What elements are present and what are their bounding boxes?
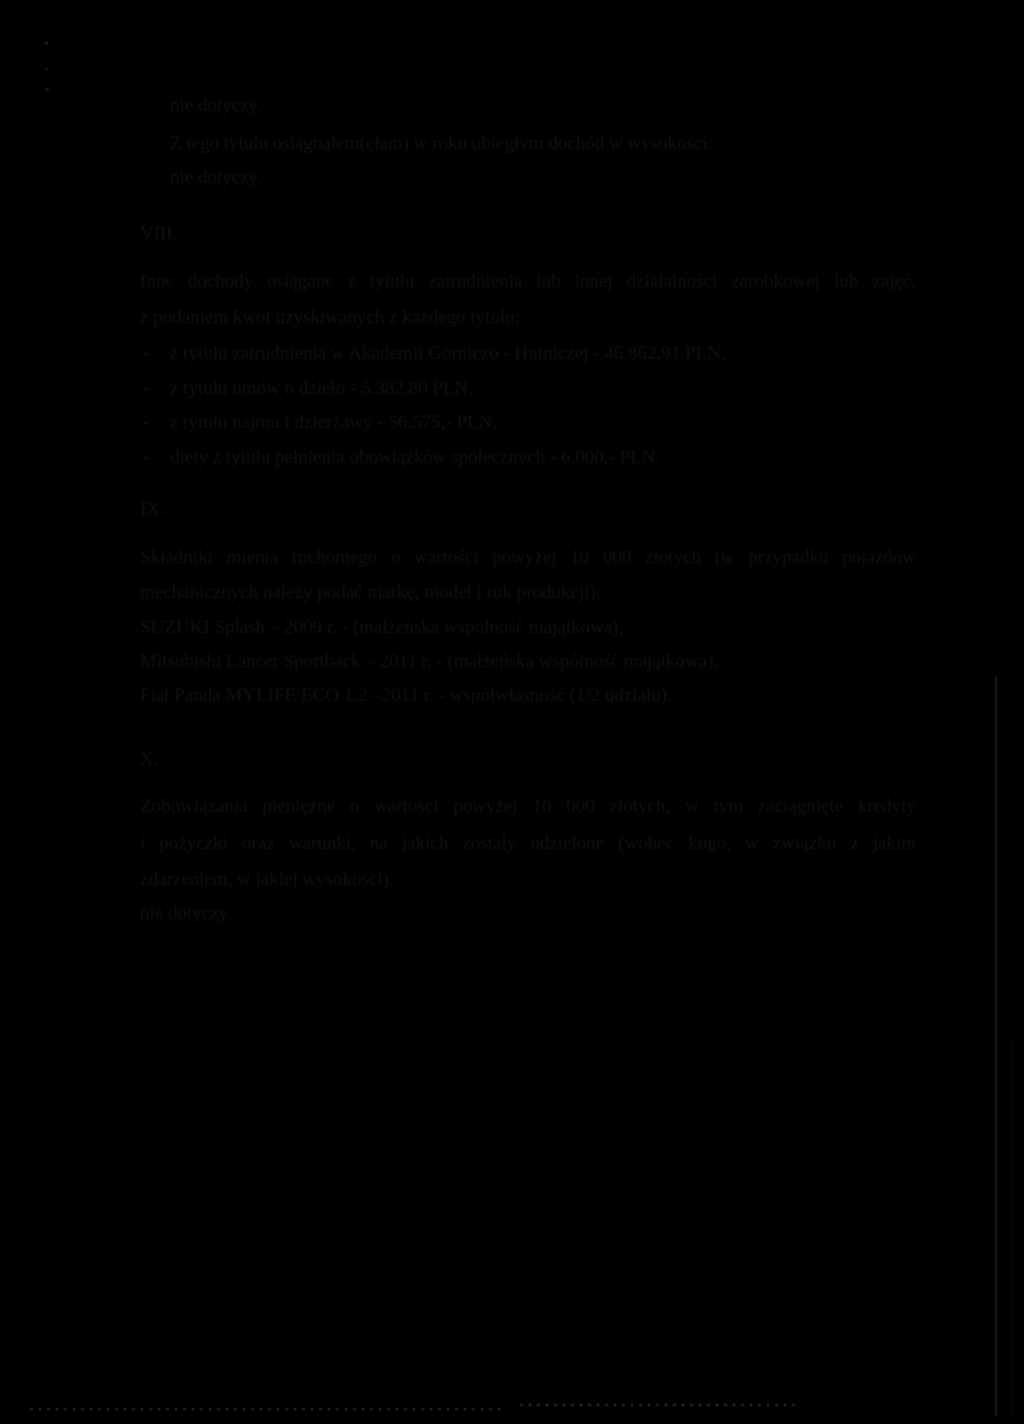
viii-item-rental: z tytułu najmu i dzierżawy - 56.575,- PLN, bbox=[170, 412, 498, 433]
viii-item-allowances: diety z tytułu pełnienia obowiązków społecznych - 6.000,- PLN. bbox=[170, 447, 661, 468]
section-x-heading: X. bbox=[140, 749, 159, 770]
scan-edge-line bbox=[995, 676, 997, 1416]
ix-item-suzuki: SUZUKI Splash – 2009 r. - (małżeńska wspólność majątkowa), bbox=[140, 617, 624, 638]
list-bullet: - bbox=[143, 343, 150, 364]
section-x-intro-3: zdarzeniem, w jakiej wysokości): bbox=[140, 869, 395, 890]
x-answer: nie dotyczy. bbox=[140, 903, 232, 924]
list-bullet: - bbox=[143, 378, 150, 399]
scan-dot bbox=[46, 88, 49, 91]
section-ix-intro-1: Składniki mienia ruchomego o wartości powyżej 10 000 złotych (w przypadku pojazdów bbox=[140, 547, 916, 568]
scan-dot bbox=[46, 68, 48, 70]
ix-item-mitsubishi: Mitsubishi Lancer Sportback – 2011 r. - (małżeńska wspólność majątkowa), bbox=[140, 651, 719, 672]
section-viii-heading: VIII. bbox=[140, 223, 178, 244]
scan-noise bbox=[30, 1408, 500, 1410]
ix-item-fiat: Fiat Panda MYLIFE ECO 1.2 –2011 r. - współwłasność (1/2 udziału). bbox=[140, 685, 672, 706]
list-bullet: - bbox=[143, 412, 150, 433]
section-viii-intro-1: Inne dochody osiągane z tytułu zatrudnienia lub innej działalności zarobkowej lub zajęć, bbox=[140, 271, 916, 292]
section-x-intro-2: i pożyczki oraz warunki, na jakich zostały udzielone (wobec kogo, w związku z jakim bbox=[140, 833, 916, 854]
scan-noise bbox=[520, 1404, 800, 1406]
list-bullet: - bbox=[143, 447, 150, 468]
scan-edge-line bbox=[1011, 1040, 1012, 1416]
vii-answer-2: nie dotyczy. bbox=[170, 167, 262, 188]
vii-answer-1: nie dotyczy. bbox=[170, 95, 262, 116]
section-viii-intro-2: z podaniem kwot uzyskiwanych z każdego tytułu: bbox=[140, 307, 520, 328]
section-ix-heading: IX. bbox=[140, 499, 165, 520]
vii-income-line: Z tego tytułu osiągnąłem(ęłam) w roku ubiegłym dochód w wysokości: bbox=[170, 133, 713, 154]
scan-dot bbox=[45, 42, 48, 45]
section-ix-intro-2: mechanicznych należy podać markę, model i rok produkcji): bbox=[140, 582, 602, 603]
viii-item-contracts: z tytułu umów o dzieło - 5.382,80 PLN, bbox=[170, 378, 473, 399]
section-x-intro-1: Zobowiązania pieniężne o wartości powyżej 10 000 złotych, w tym zaciągnięte kredyty bbox=[140, 796, 916, 817]
viii-item-employment: z tytułu zatrudnienia w Akademii Górniczo - Hutniczej - 46.862,91 PLN, bbox=[170, 343, 726, 364]
